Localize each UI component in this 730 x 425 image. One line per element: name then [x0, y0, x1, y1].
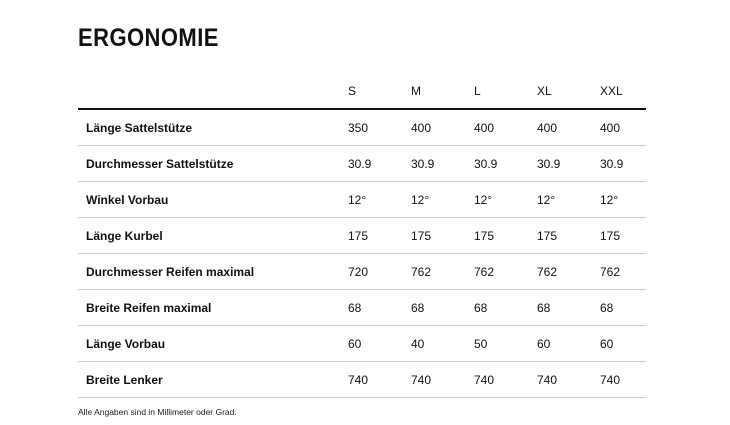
table-cell: 12°	[411, 182, 474, 218]
table-cell: 68	[600, 290, 646, 326]
table-cell: 30.9	[474, 146, 537, 182]
table-cell: 400	[411, 109, 474, 146]
table-row	[78, 182, 646, 218]
row-label: Winkel Vorbau	[78, 182, 348, 218]
table-row	[78, 218, 646, 254]
row-label: Durchmesser Sattelstütze	[78, 146, 348, 182]
table-cell: 60	[600, 326, 646, 362]
table-cell: 762	[537, 254, 600, 290]
table-cell: 12°	[600, 182, 646, 218]
table-cell: 175	[600, 218, 646, 254]
table-cell: 175	[537, 218, 600, 254]
header-label-cell	[78, 74, 348, 109]
table-cell: 12°	[537, 182, 600, 218]
row-label: Breite Reifen maximal	[78, 290, 348, 326]
table-cell: 740	[411, 362, 474, 398]
header-size-m: M	[411, 74, 474, 109]
table-cell: 740	[600, 362, 646, 398]
table-cell: 400	[537, 109, 600, 146]
table-cell: 740	[537, 362, 600, 398]
table-cell: 68	[411, 290, 474, 326]
table-cell: 720	[348, 254, 411, 290]
row-label: Durchmesser Reifen maximal	[78, 254, 348, 290]
table-row	[78, 254, 646, 290]
table-cell: 762	[411, 254, 474, 290]
table-row	[78, 146, 646, 182]
table-cell: 350	[348, 109, 411, 146]
header-size-s: S	[348, 74, 411, 109]
table-cell: 68	[474, 290, 537, 326]
table-cell: 68	[348, 290, 411, 326]
table-row	[78, 362, 646, 398]
table-cell: 740	[474, 362, 537, 398]
header-size-xxl: XXL	[600, 74, 646, 109]
table-cell: 400	[600, 109, 646, 146]
row-label: Länge Kurbel	[78, 218, 348, 254]
table-row	[78, 326, 646, 362]
table-cell: 12°	[474, 182, 537, 218]
table-cell: 30.9	[537, 146, 600, 182]
table-row	[78, 109, 646, 146]
row-label: Länge Sattelstütze	[78, 109, 348, 146]
table-header-row	[78, 74, 646, 109]
header-size-xl: XL	[537, 74, 600, 109]
table-cell: 175	[474, 218, 537, 254]
table-cell: 12°	[348, 182, 411, 218]
table-cell: 30.9	[348, 146, 411, 182]
table-cell: 762	[600, 254, 646, 290]
table-cell: 740	[348, 362, 411, 398]
row-label: Länge Vorbau	[78, 326, 348, 362]
table-cell: 30.9	[411, 146, 474, 182]
table-cell: 60	[348, 326, 411, 362]
table-cell: 400	[474, 109, 537, 146]
table-cell: 175	[411, 218, 474, 254]
ergonomie-table	[78, 74, 646, 398]
footnote: Alle Angaben sind in Millimeter oder Grad.	[78, 407, 237, 417]
table-cell: 68	[537, 290, 600, 326]
table-cell: 30.9	[600, 146, 646, 182]
table-cell: 762	[474, 254, 537, 290]
table-cell: 175	[348, 218, 411, 254]
table-cell: 50	[474, 326, 537, 362]
table-cell: 40	[411, 326, 474, 362]
table-row	[78, 290, 646, 326]
header-size-l: L	[474, 74, 537, 109]
table-cell: 60	[537, 326, 600, 362]
section-title: ERGONOMIE	[78, 24, 219, 52]
row-label: Breite Lenker	[78, 362, 348, 398]
